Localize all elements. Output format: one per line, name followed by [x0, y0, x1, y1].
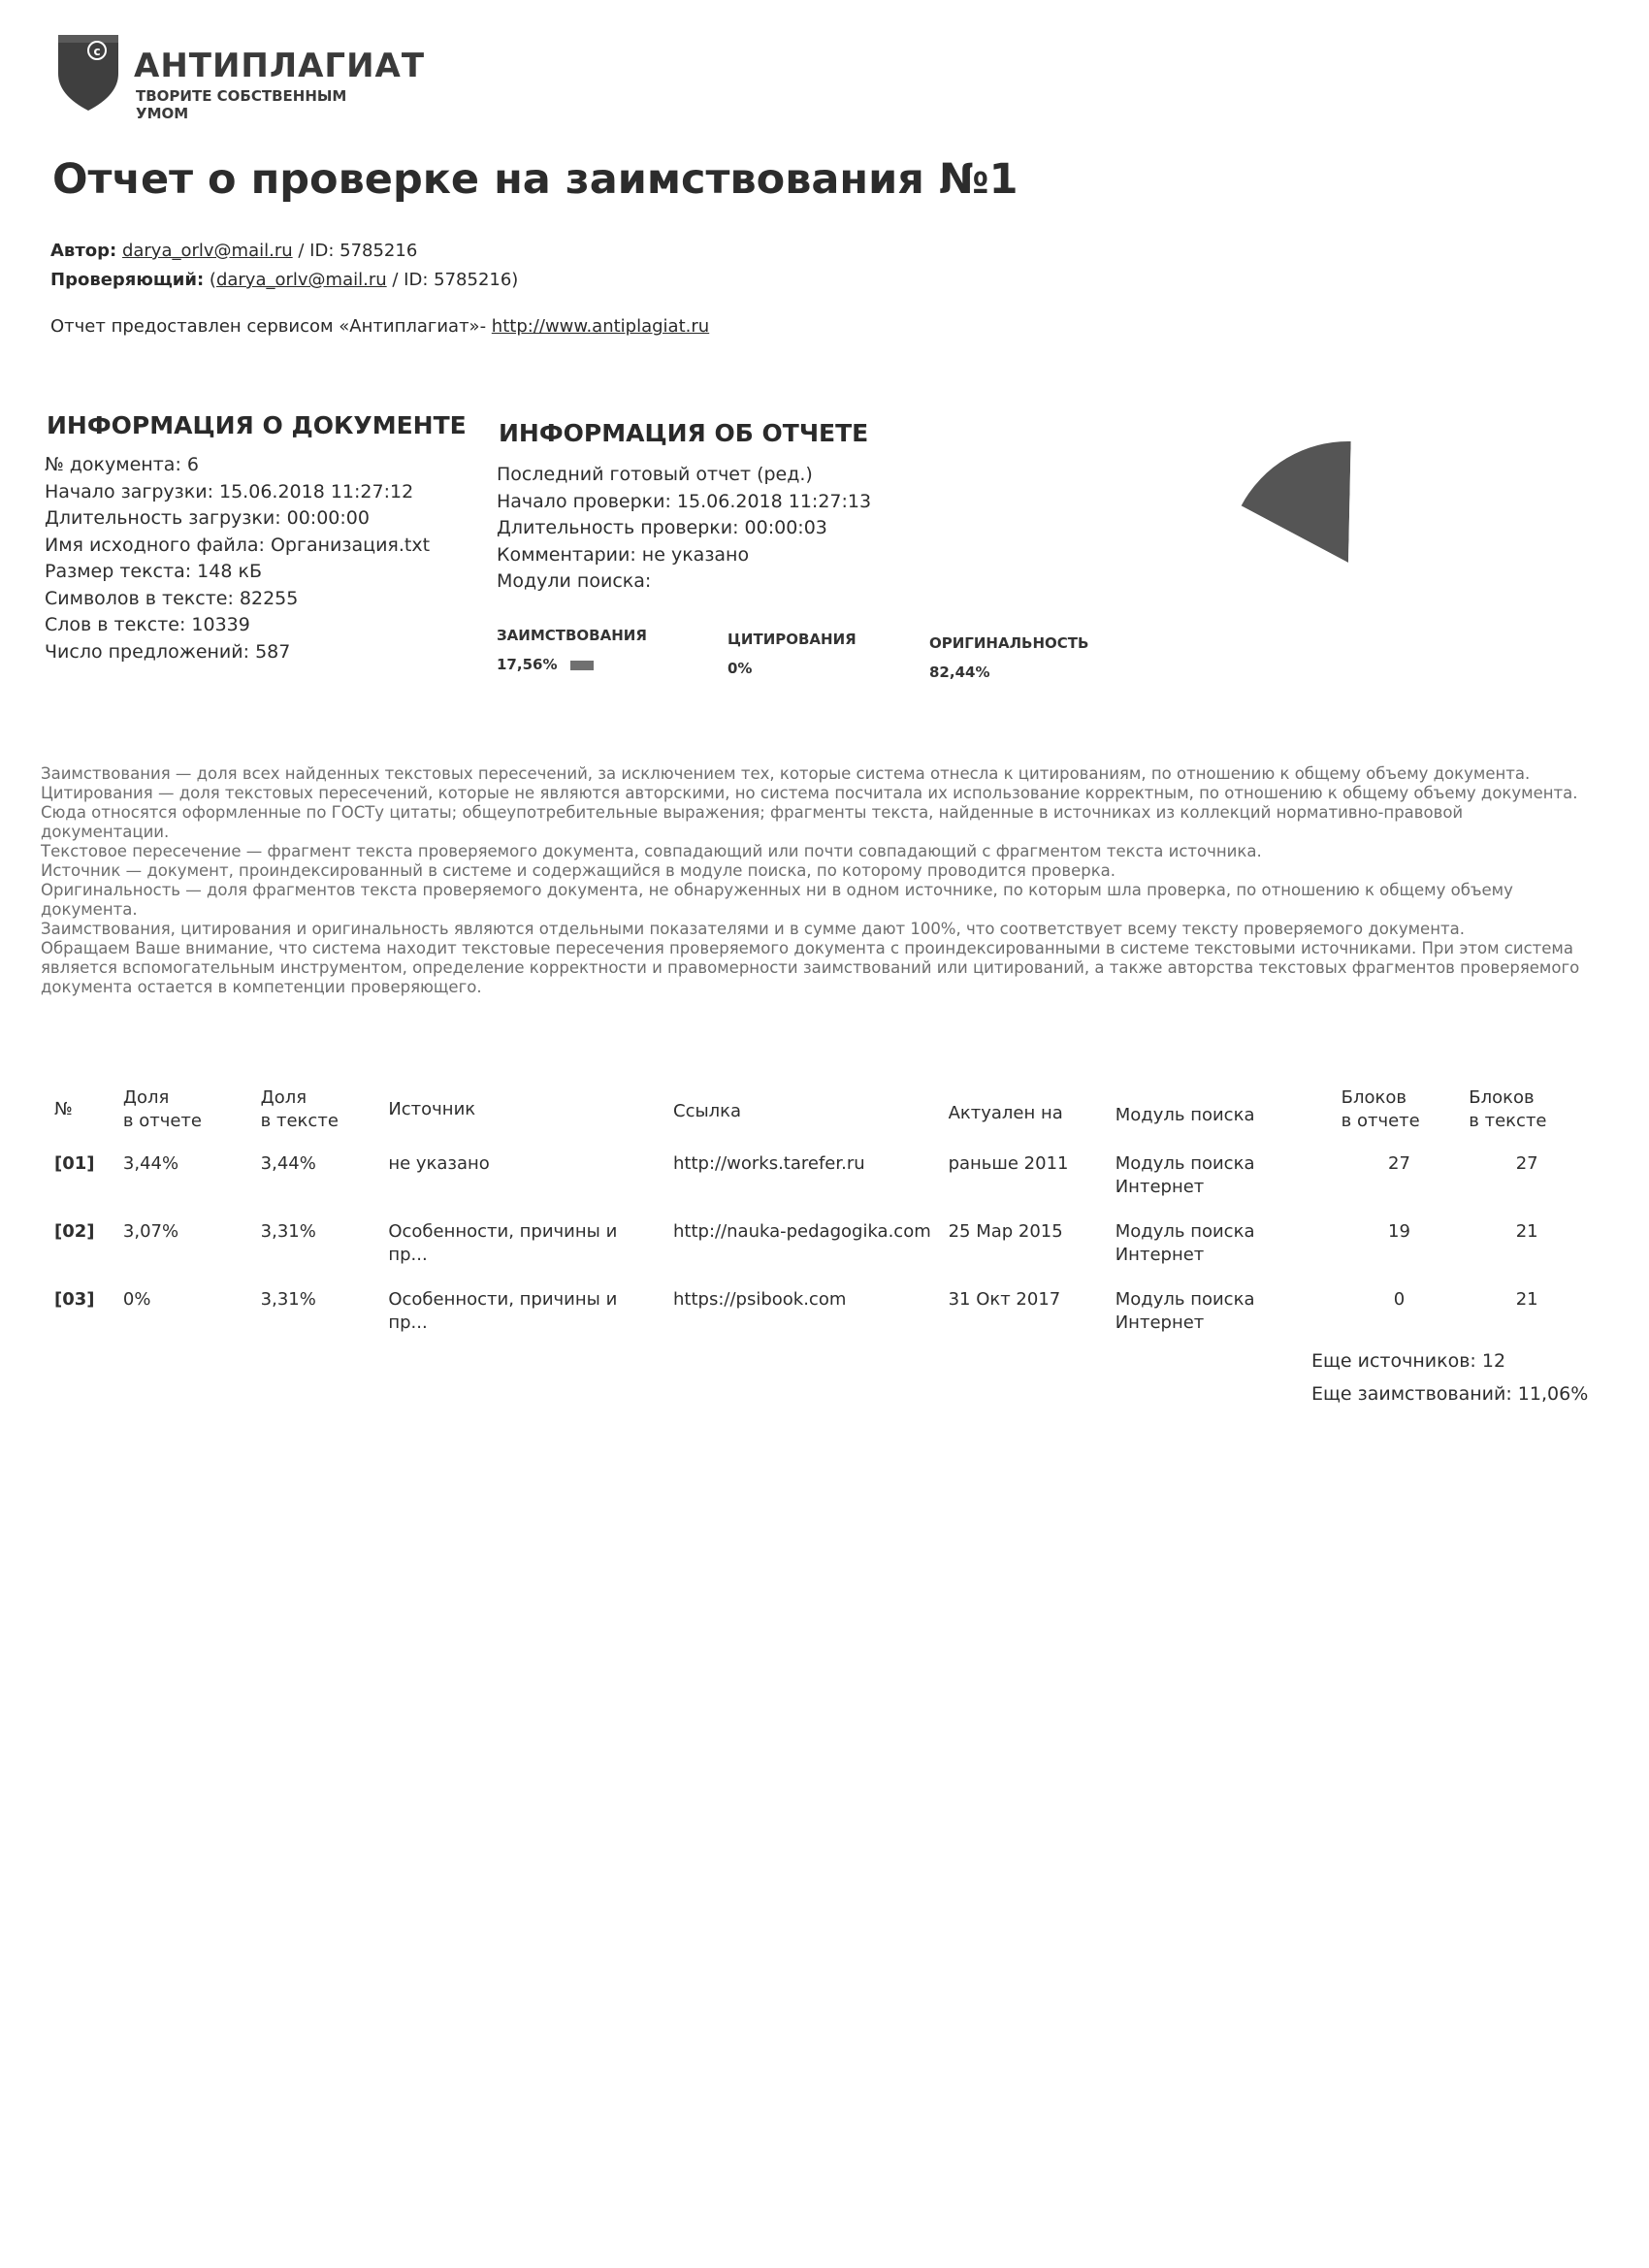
row-module: Модуль поиска Интернет: [1115, 1153, 1255, 1197]
report-info-line: Длительность проверки: 00:00:03: [497, 517, 827, 538]
col-share-report: Доля в отчете: [122, 1087, 202, 1131]
antiplagiat-logo: [54, 29, 426, 122]
borrowing-value: 17,56%: [497, 656, 558, 673]
more-borrowings: Еще заимствований: 11,06%: [1311, 1383, 1589, 1405]
row-blocks-text: 27: [1515, 1153, 1538, 1174]
doc-info-line: Число предложений: 587: [45, 640, 291, 663]
svg-text:c: c: [93, 45, 101, 58]
reviewer-label: Проверяющий:: [50, 270, 205, 290]
borrowing-value-wrap: [497, 656, 594, 673]
service-text: Отчет предоставлен сервисом «Антиплагиат»-: [50, 316, 487, 337]
row-actual: раньше 2011: [948, 1153, 1069, 1174]
row-blocks-text: 21: [1515, 1289, 1538, 1310]
sources-table: [48, 1086, 1591, 1350]
author-email-link[interactable]: darya_orlv@mail.ru: [121, 241, 293, 261]
row-blocks-report: 19: [1388, 1221, 1410, 1242]
doc-info-line: Имя исходного файла: Организация.txt: [45, 534, 431, 556]
row-share-report: 3,07%: [122, 1221, 179, 1242]
logo-slogan: ТВОРИТЕ СОБСТВЕННЫМ УМОМ: [136, 87, 347, 122]
col-blocks-report: Блоков в отчете: [1341, 1087, 1420, 1131]
report-info-line: Последний готовый отчет (ред.): [497, 464, 813, 485]
legend-paragraph: Цитирования — доля текстовых пересечений, которые не являются авторскими, но система посчитала их использование корректным, по отношению к общему объему документа. Сюда относятся оформленные по ГОСТу цитаты; общеупотребительные выражения; фрагменты текста, найденные в источниках из коллекций нормативно-правовой документации.: [41, 784, 1578, 841]
more-sources: Еще источников: 12: [1311, 1350, 1506, 1372]
logo-name: АНТИПЛАГИАТ: [134, 47, 426, 85]
legend-paragraph: Оригинальность — доля фрагментов текста проверяемого документа, не обнаруженных ни в одном источнике, по которым шла проверка, по отношению к общему объему документа.: [41, 881, 1513, 919]
reviewer-line: [50, 270, 518, 290]
doc-info-line: Размер текста: 148 кБ: [45, 561, 262, 582]
table-row[interactable]: [48, 1147, 1591, 1215]
report-info-line: Модули поиска:: [497, 570, 652, 592]
pie-slices: [1227, 441, 1470, 684]
citation-label: ЦИТИРОВАНИЯ: [728, 631, 857, 648]
author-label: Автор:: [50, 241, 117, 261]
doc-info-line: Символов в тексте: 82255: [45, 587, 299, 609]
row-id: [01]: [54, 1153, 95, 1174]
originality-label: ОРИГИНАЛЬНОСТЬ: [929, 634, 1089, 652]
borrowing-label: ЗАИМСТВОВАНИЯ: [497, 627, 647, 644]
reviewer-paren: (: [209, 270, 216, 290]
row-blocks-report: 27: [1388, 1153, 1410, 1174]
row-share-text: 3,31%: [260, 1221, 316, 1242]
author-line: [50, 241, 417, 261]
legend-paragraph: Обращаем Ваше внимание, что система находит текстовые пересечения проверяемого документа с проиндексированными в системе текстовыми источниками. При этом система является вспомогательным инструментом, определение корректности и правомерности заимствований или цитирований, а также авторства текстовых фрагментов проверяемого документа остается в компетенции проверяющего.: [41, 939, 1580, 996]
row-link[interactable]: https://psibook.com: [673, 1289, 847, 1310]
reviewer-email-link[interactable]: darya_orlv@mail.ru: [215, 270, 387, 290]
row-share-report: 3,44%: [122, 1153, 179, 1174]
report-info-heading: ИНФОРМАЦИЯ ОБ ОТЧЕТЕ: [499, 419, 869, 447]
legend-paragraph: Заимствования, цитирования и оригинальность являются отдельными показателями и в сумме дают 100%, что соответствует всему тексту проверяемого документа.: [41, 920, 1465, 938]
report-info-list: [497, 462, 871, 596]
table-row[interactable]: [48, 1215, 1591, 1282]
service-line: [50, 316, 709, 337]
row-source[interactable]: Особенности, причины и пр...: [388, 1221, 618, 1265]
originality-pie-chart: [1203, 417, 1494, 708]
col-num: №: [54, 1099, 73, 1119]
report-title: Отчет о проверке на заимствования №1: [52, 155, 1018, 204]
reviewer-id: / ID: 5785216): [392, 270, 519, 290]
col-actual: Актуален на: [948, 1103, 1063, 1123]
legend-paragraph: Источник — документ, проиндексированный в системе и содержащийся в модуле поиска, по которому проводится проверка.: [41, 861, 1116, 880]
row-share-report: 0%: [122, 1289, 151, 1310]
row-blocks-text: 21: [1515, 1221, 1538, 1242]
doc-info-line: № документа: 6: [45, 454, 199, 475]
col-share-text: Доля в тексте: [260, 1087, 339, 1131]
doc-info-line: Начало загрузки: 15.06.2018 11:27:12: [45, 480, 414, 502]
row-module: Модуль поиска Интернет: [1115, 1289, 1255, 1333]
col-blocks-text: Блоков в тексте: [1469, 1087, 1547, 1131]
row-link[interactable]: http://nauka-pedagogika.com: [673, 1221, 931, 1242]
col-link: Ссылка: [673, 1101, 742, 1121]
col-source: Источник: [388, 1099, 476, 1119]
row-id: [03]: [54, 1289, 95, 1310]
definitions-legend: [41, 764, 1593, 997]
row-actual: 25 Мар 2015: [948, 1221, 1063, 1242]
row-actual: 31 Окт 2017: [948, 1289, 1061, 1310]
doc-info-heading: ИНФОРМАЦИЯ О ДОКУМЕНТЕ: [47, 411, 467, 439]
citation-value: 0%: [728, 660, 753, 677]
borrowing-bar: [570, 661, 594, 670]
row-link[interactable]: http://works.tarefer.ru: [673, 1153, 865, 1174]
report-info-line: Комментарии: не указано: [497, 543, 750, 566]
legend-paragraph: Заимствования — доля всех найденных текстовых пересечений, за исключением тех, которые система отнесла к цитированиям, по отношению к общему объему документа.: [41, 764, 1531, 783]
row-id: [02]: [54, 1221, 95, 1242]
row-module: Модуль поиска Интернет: [1115, 1221, 1255, 1265]
row-source[interactable]: Особенности, причины и пр...: [388, 1289, 618, 1333]
table-row[interactable]: [48, 1282, 1591, 1350]
row-source: не указано: [388, 1153, 490, 1174]
row-share-text: 3,44%: [260, 1153, 316, 1174]
author-id: / ID: 5785216: [298, 241, 418, 261]
table-header-row: [48, 1086, 1591, 1147]
row-blocks-report: 0: [1393, 1289, 1406, 1310]
shield-copyright-icon: [54, 29, 122, 113]
row-share-text: 3,31%: [260, 1289, 316, 1310]
doc-info-list: [45, 452, 430, 665]
service-url-link[interactable]: http://www.antiplagiat.ru: [491, 316, 710, 337]
doc-info-line: Слов в тексте: 10339: [45, 614, 250, 635]
originality-value: 82,44%: [929, 664, 990, 681]
col-module: Модуль поиска: [1115, 1105, 1255, 1125]
doc-info-line: Длительность загрузки: 00:00:00: [45, 507, 370, 529]
legend-paragraph: Текстовое пересечение — фрагмент текста проверяемого документа, совпадающий или почти совпадающий с фрагментом текста источника.: [41, 842, 1262, 860]
report-info-line: Начало проверки: 15.06.2018 11:27:13: [497, 490, 872, 512]
